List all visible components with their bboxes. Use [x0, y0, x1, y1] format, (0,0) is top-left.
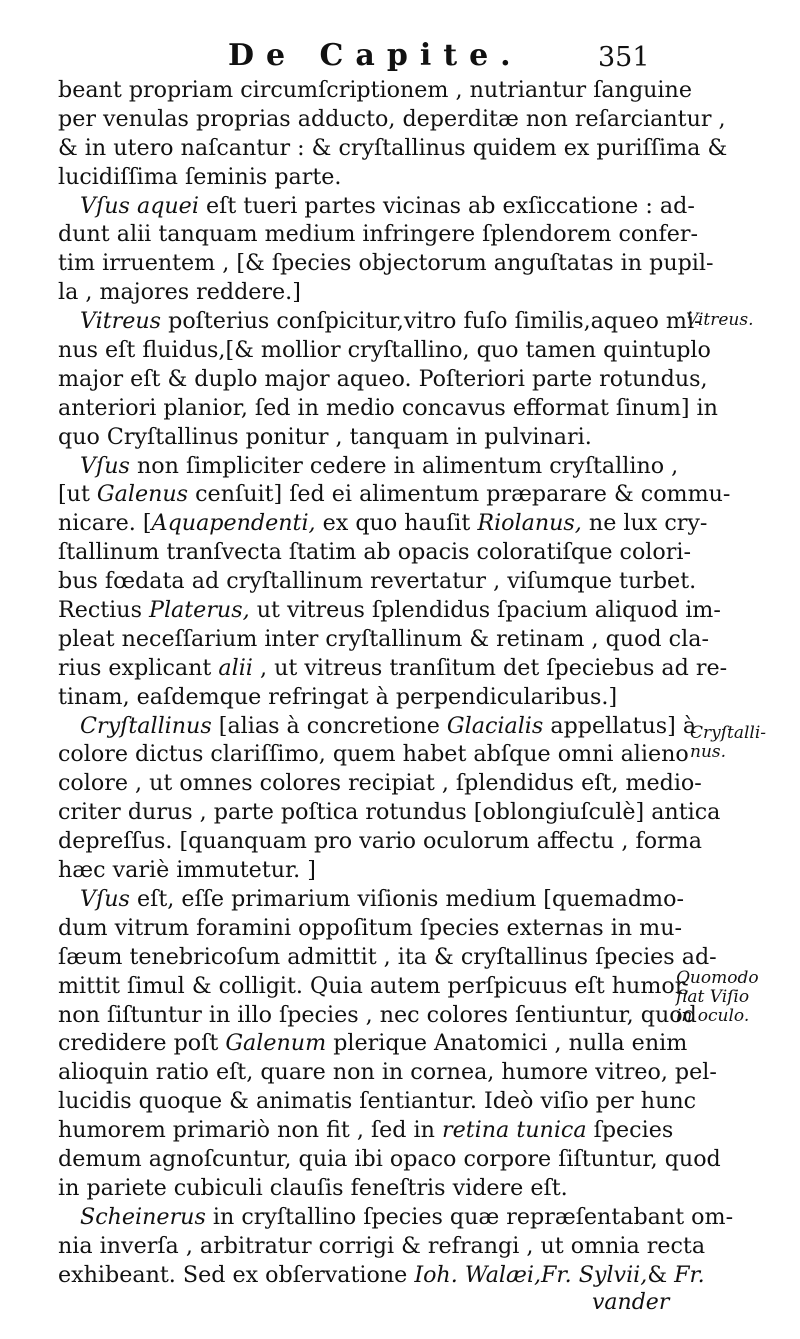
text-line [58, 249, 714, 278]
text-run: in cryſtallino ſpecies quæ repræſentabant om- [205, 1203, 734, 1230]
text-run: alioquin ratio eſt, quare non in cornea, humore vitreo, pel- [58, 1059, 717, 1086]
text-line [58, 827, 702, 856]
italic-term: retina tunica [442, 1117, 587, 1144]
text-line [58, 452, 682, 481]
text-line [58, 1116, 682, 1145]
text-line [58, 134, 728, 163]
text-line [58, 1058, 717, 1087]
text-line [58, 798, 721, 827]
text-line [58, 192, 695, 221]
italic-term: Glacialis [446, 712, 544, 739]
text-run: eſt tueri partes vicinas ab exſiccatione : ad- [198, 192, 695, 219]
page-number: 351 [598, 42, 650, 73]
margin-note-line: Quomodo [676, 968, 759, 988]
text-line [58, 885, 682, 914]
text-line [58, 220, 698, 249]
text-run: plerique Anatomici , nulla enim [326, 1030, 688, 1057]
text-line [58, 740, 689, 769]
text-line [58, 307, 702, 336]
text-run: , ut vitreus tranſitum det ſpeciebus ad re- [252, 654, 728, 681]
italic-term: Vſus [80, 885, 130, 912]
text-run: demum agnoſcuntur, quia ibi opaco corpore ſiſtuntur, quod [58, 1145, 721, 1172]
text-run: nicare. [ [58, 510, 152, 537]
italic-term: Vitreus [80, 308, 162, 335]
margin-note-vitreus [686, 311, 754, 330]
italic-term: Fr. [674, 1261, 705, 1288]
text-run: ut vitreus ſplendidus ſpacium aliquod im- [249, 597, 721, 624]
italic-term: Vſus aquei [80, 192, 199, 219]
text-run: ſæum tenebricoſum admittit , ita & cryſtallinus ſpecies ad- [58, 943, 717, 970]
text-line [58, 278, 682, 307]
margin-note-line: in oculo. [676, 1006, 750, 1026]
margin-note-line: Cryſtalli- [690, 723, 767, 743]
text-line [58, 509, 708, 538]
text-line [58, 163, 682, 192]
text-line [58, 943, 717, 972]
text-run: criter durus , parte poſtica rotundus [oblongiuſculè] antica [58, 799, 721, 826]
text-run: Rectius [58, 597, 150, 624]
text-run: bus fœdata ad cryſtallinum revertatur , viſumque turbet. [58, 568, 697, 595]
text-line [58, 1261, 705, 1290]
text-line [58, 654, 728, 683]
text-run: ne lux cry- [581, 510, 708, 537]
text-run: poſterius conſpicitur,vitro fuſo ſimilis,aqueo mi- [161, 308, 702, 335]
text-run: ex quo hauſit [315, 510, 478, 537]
text-run: major eſt & duplo major aqueo. Poſteriori parte rotundus, [58, 365, 708, 392]
text-run: in pariete cubiculi clauſis feneſtris videre eſt. [58, 1174, 568, 1201]
text-run: appellatus] à [543, 712, 697, 739]
text-run: [alias à concretione [211, 712, 447, 739]
margin-note-crystallinus [690, 724, 766, 762]
margin-note-line: Vitreus. [686, 310, 754, 330]
text-run: tinam, eaſdemque refringat à perpendicularibus.] [58, 683, 618, 710]
italic-term: Scheinerus [80, 1203, 206, 1230]
text-run: mittit ſimul & colligit. Quia autem perſpicuus eſt humor, [58, 972, 690, 999]
text-line [58, 1174, 682, 1203]
italic-term: Aquapendenti, [151, 510, 316, 537]
text-line [58, 105, 726, 134]
catchword: vander [592, 1290, 670, 1315]
text-run: ſtallinum tranſvecta ſtatim ab opacis coloratiſque colori- [58, 539, 691, 566]
text-run: non ſiſtuntur in illo ſpecies , nec colores ſentiuntur, quod [58, 1001, 697, 1028]
text-run: eſt, eſſe primarium viſionis medium [quemadmo- [129, 885, 684, 912]
text-line [58, 394, 718, 423]
text-run: ſpecies [586, 1117, 674, 1144]
italic-term: Riolanus, [477, 510, 582, 537]
text-run: & in utero naſcantur : & cryſtallinus quidem ex puriſſima & [58, 134, 728, 161]
text-run: beant propriam circumſcriptionem , nutriantur ſanguine [58, 77, 692, 103]
text-line [58, 914, 682, 943]
text-run: & [647, 1261, 675, 1288]
text-run: dum vitrum foramini oppoſitum ſpecies externas in mu- [58, 914, 682, 941]
text-line [58, 365, 708, 394]
text-run: cenſuit] ſed ei alimentum præparare & commu- [188, 481, 731, 508]
text-run: colore dictus clariſſimo, quem habet abſque omni alieno [58, 741, 689, 768]
italic-term: Cryſtallinus [80, 712, 212, 739]
text-run: credidere poſt [58, 1030, 226, 1057]
text-line [58, 856, 682, 885]
text-line [58, 1232, 706, 1261]
italic-term: alii [218, 654, 253, 681]
text-line [58, 972, 690, 1001]
text-run: anteriori planior, ſed in medio concavus efformat ſinum] in [58, 394, 718, 421]
text-line [58, 336, 711, 365]
text-line [58, 683, 682, 712]
text-line [58, 76, 692, 105]
text-line [58, 538, 691, 567]
margin-note-line: fiat Viſio [676, 987, 750, 1007]
text-run: depreſſus. [quanquam pro vario oculorum affectu , forma [58, 828, 702, 855]
italic-term: Ioh. Walæi,Fr. Sylvii, [414, 1261, 648, 1288]
text-run: hæc variè immutetur. ] [58, 857, 316, 884]
text-run: la , majores reddere.] [58, 279, 301, 306]
italic-term: Platerus, [149, 597, 250, 624]
text-line [58, 1001, 697, 1030]
text-line [58, 1203, 734, 1232]
text-run: colore , ut omnes colores recipiat , ſplendidus eſt, medio- [58, 770, 702, 797]
text-line [58, 1029, 688, 1058]
text-run: lucidis quoque & animatis ſentiantur. Ideò viſio per hunc [58, 1088, 697, 1115]
text-run: rius explicant [58, 654, 219, 681]
text-line [58, 596, 721, 625]
text-run: tim irruentem , [& ſpecies objectorum anguſtatas in pupil- [58, 250, 714, 277]
margin-note-quomodo-fiat-visio [676, 969, 759, 1026]
text-run: nia inverſa , arbitratur corrigi & refrangi , ut omnia recta [58, 1232, 706, 1259]
text-run: nus eſt fluidus,[& mollior cryſtallino, quo tamen quintuplo [58, 337, 711, 364]
italic-term: Vſus [80, 452, 130, 479]
text-run: exhibeant. Sed ex obſervatione [58, 1261, 415, 1288]
text-run: per venulas proprias adducto, deperditæ non reſarciantur , [58, 105, 726, 132]
text-line [58, 567, 697, 596]
margin-note-line: nus. [690, 742, 727, 762]
running-head: De Capite. [228, 38, 523, 73]
italic-term: Galenus [96, 481, 189, 508]
text-line [58, 1087, 697, 1116]
text-run: lucidiſſima ſeminis parte. [58, 163, 342, 190]
text-line [58, 480, 731, 509]
page-header [0, 38, 800, 78]
text-run: quo Cryſtallinus ponitur , tanquam in pulvinari. [58, 423, 592, 450]
text-line [58, 712, 697, 741]
text-line [58, 423, 682, 452]
text-run: dunt alii tanquam medium infringere ſplendorem confer- [58, 221, 698, 248]
italic-term: Galenum [225, 1030, 327, 1057]
text-line [58, 769, 702, 798]
text-run: non ſimpliciter cedere in alimentum cryſtallino , [129, 452, 679, 479]
text-run: [ut [58, 481, 97, 508]
text-line [58, 625, 709, 654]
text-run: humorem primariò non fit , ſed in [58, 1117, 442, 1144]
text-line [58, 1145, 721, 1174]
text-run: pleat neceſſarium inter cryſtallinum & retinam , quod cla- [58, 625, 709, 652]
